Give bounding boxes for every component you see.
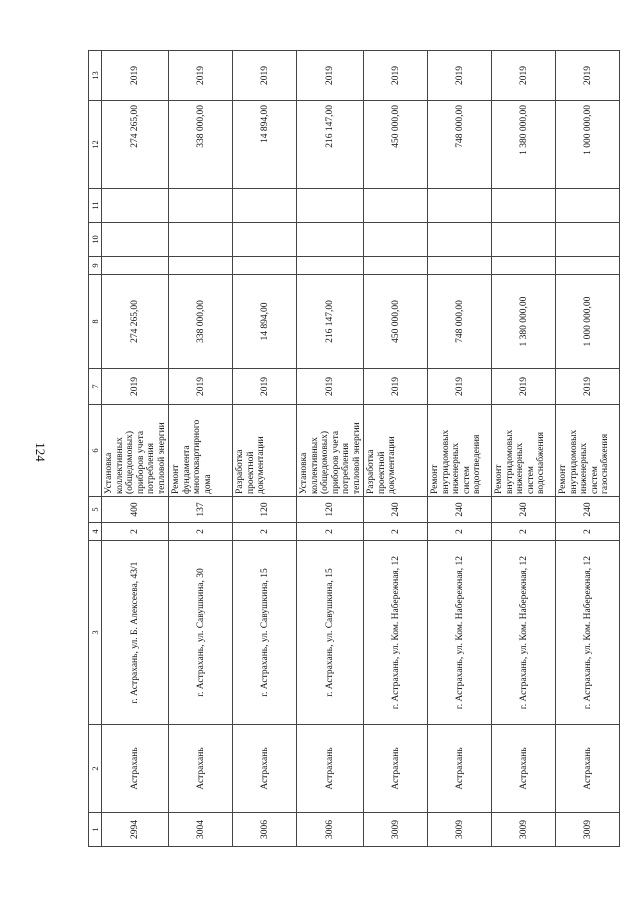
- table-cell-col-6: Ремонт внутридомовых инженерных систем водоотведения: [428, 405, 492, 497]
- table-cell-col-10: [169, 223, 233, 257]
- table-cell-col-3: г. Астрахань, ул. Ком. Набережная, 12: [364, 541, 428, 725]
- table-cell-col-5: 137: [169, 497, 233, 523]
- table-row: [556, 51, 620, 847]
- column-number-cell: 10: [89, 223, 102, 257]
- table-cell-col-12: 14 894,00: [233, 101, 297, 189]
- table-cell-col-10: [492, 223, 556, 257]
- table-cell-col-6: Установка коллективных (общедомовых) приборов учета потребления тепловой энергии: [102, 405, 169, 497]
- column-number-cell: 5: [89, 497, 102, 523]
- table-cell-col-6: Разработка проектной документации: [364, 405, 428, 497]
- table-cell-col-9: [233, 257, 297, 275]
- table-cell-col-7: 2019: [364, 369, 428, 405]
- table-cell-col-8: 450 000,00: [364, 275, 428, 369]
- table-cell-col-4: 2: [233, 523, 297, 541]
- table-cell-col-13: 2019: [364, 51, 428, 101]
- table-cell-col-8: 748 000,00: [428, 275, 492, 369]
- table-cell-col-5: 120: [233, 497, 297, 523]
- table-cell-col-2: Астрахань: [297, 725, 364, 813]
- table-cell-col-3: г. Астрахань, ул. Савушкина, 30: [169, 541, 233, 725]
- table-cell-col-12: 338 000,00: [169, 101, 233, 189]
- rotated-table-container: [88, 51, 610, 847]
- table-cell-col-9: [102, 257, 169, 275]
- table-cell-col-2: Астрахань: [364, 725, 428, 813]
- table-cell-col-6: Ремонт внутридомовых инженерных систем водоснабжения: [492, 405, 556, 497]
- table-cell-col-9: [492, 257, 556, 275]
- table-cell-col-12: 274 265,00: [102, 101, 169, 189]
- table-cell-col-10: [233, 223, 297, 257]
- table-cell-col-9: [169, 257, 233, 275]
- table-cell-col-11: [102, 189, 169, 223]
- table-cell-col-1: 3009: [428, 813, 492, 847]
- table-cell-col-8: 216 147,00: [297, 275, 364, 369]
- table-cell-col-2: Астрахань: [169, 725, 233, 813]
- table-cell-col-4: 2: [492, 523, 556, 541]
- table-cell-col-5: 240: [492, 497, 556, 523]
- table-cell-col-2: Астрахань: [102, 725, 169, 813]
- table-cell-col-11: [233, 189, 297, 223]
- column-number-cell: 13: [89, 51, 102, 101]
- table-cell-col-4: 2: [169, 523, 233, 541]
- table-cell-col-9: [428, 257, 492, 275]
- table-cell-col-1: 3006: [233, 813, 297, 847]
- table-cell-col-11: [556, 189, 620, 223]
- table-cell-col-12: 450 000,00: [364, 101, 428, 189]
- column-number-cell: 3: [89, 541, 102, 725]
- table-cell-col-5: 240: [364, 497, 428, 523]
- table-cell-col-6: Установка коллективных (общедомовых) приборов учета потребления тепловой энергии: [297, 405, 364, 497]
- table-cell-col-11: [169, 189, 233, 223]
- table-cell-col-3: г. Астрахань, ул. Ком. Набережная, 12: [492, 541, 556, 725]
- table-row: [428, 51, 492, 847]
- table-cell-col-13: 2019: [297, 51, 364, 101]
- table-cell-col-8: 338 000,00: [169, 275, 233, 369]
- table-cell-col-6: Ремонт внутридомовых инженерных систем газоснабжения: [556, 405, 620, 497]
- program-table: [88, 50, 620, 847]
- table-cell-col-3: г. Астрахань, ул. Ком. Набережная, 12: [556, 541, 620, 725]
- table-cell-col-10: [364, 223, 428, 257]
- table-cell-col-9: [297, 257, 364, 275]
- table-row: [169, 51, 233, 847]
- table-row: [492, 51, 556, 847]
- table-cell-col-4: 2: [556, 523, 620, 541]
- column-number-cell: 6: [89, 405, 102, 497]
- table-cell-col-4: 2: [297, 523, 364, 541]
- table-cell-col-1: 3009: [492, 813, 556, 847]
- column-number-row: [89, 51, 102, 847]
- table-cell-col-13: 2019: [169, 51, 233, 101]
- table-cell-col-13: 2019: [492, 51, 556, 101]
- table-cell-col-4: 2: [428, 523, 492, 541]
- table-row: [364, 51, 428, 847]
- table-cell-col-1: 3009: [364, 813, 428, 847]
- table-cell-col-13: 2019: [556, 51, 620, 101]
- table-cell-col-13: 2019: [233, 51, 297, 101]
- table-cell-col-11: [297, 189, 364, 223]
- table-cell-col-9: [364, 257, 428, 275]
- column-number-cell: 2: [89, 725, 102, 813]
- table-cell-col-10: [297, 223, 364, 257]
- table-cell-col-10: [556, 223, 620, 257]
- table-row: [297, 51, 364, 847]
- column-number-cell: 1: [89, 813, 102, 847]
- table-cell-col-1: 2994: [102, 813, 169, 847]
- table-cell-col-12: 1 380 000,00: [492, 101, 556, 189]
- table-cell-col-9: [556, 257, 620, 275]
- table-cell-col-1: 3009: [556, 813, 620, 847]
- table-cell-col-12: 216 147,00: [297, 101, 364, 189]
- table-cell-col-2: Астрахань: [556, 725, 620, 813]
- table-row: [102, 51, 169, 847]
- column-number-cell: 4: [89, 523, 102, 541]
- table-cell-col-7: 2019: [556, 369, 620, 405]
- table-cell-col-1: 3006: [297, 813, 364, 847]
- table-cell-col-3: г. Астрахань, ул. Б. Алексеева, 43/1: [102, 541, 169, 725]
- table-cell-col-5: 240: [428, 497, 492, 523]
- table-cell-col-7: 2019: [297, 369, 364, 405]
- table-cell-col-5: 400: [102, 497, 169, 523]
- page-number: 124: [33, 442, 48, 462]
- table-cell-col-13: 2019: [428, 51, 492, 101]
- column-number-cell: 9: [89, 257, 102, 275]
- table-cell-col-7: 2019: [492, 369, 556, 405]
- table-cell-col-10: [428, 223, 492, 257]
- table-cell-col-5: 240: [556, 497, 620, 523]
- table-cell-col-8: 274 265,00: [102, 275, 169, 369]
- table-cell-col-2: Астрахань: [233, 725, 297, 813]
- table-cell-col-3: г. Астрахань, ул. Савушкина, 15: [233, 541, 297, 725]
- table-cell-col-10: [102, 223, 169, 257]
- table-cell-col-2: Астрахань: [492, 725, 556, 813]
- table-cell-col-12: 1 000 000,00: [556, 101, 620, 189]
- table-cell-col-7: 2019: [102, 369, 169, 405]
- table-cell-col-8: 1 380 000,00: [492, 275, 556, 369]
- table-cell-col-12: 748 000,00: [428, 101, 492, 189]
- table-cell-col-11: [492, 189, 556, 223]
- table-cell-col-8: 14 894,00: [233, 275, 297, 369]
- table-cell-col-4: 2: [102, 523, 169, 541]
- table-cell-col-1: 3004: [169, 813, 233, 847]
- table-cell-col-7: 2019: [169, 369, 233, 405]
- column-number-cell: 11: [89, 189, 102, 223]
- column-number-cell: 7: [89, 369, 102, 405]
- table-cell-col-4: 2: [364, 523, 428, 541]
- table-cell-col-13: 2019: [102, 51, 169, 101]
- table-cell-col-11: [428, 189, 492, 223]
- table-cell-col-3: г. Астрахань, ул. Ком. Набережная, 12: [428, 541, 492, 725]
- table-cell-col-3: г. Астрахань, ул. Савушкина, 15: [297, 541, 364, 725]
- table-cell-col-6: Разработка проектной документации: [233, 405, 297, 497]
- table-cell-col-7: 2019: [233, 369, 297, 405]
- table-cell-col-11: [364, 189, 428, 223]
- table-cell-col-2: Астрахань: [428, 725, 492, 813]
- table-cell-col-6: Ремонт фундамента многоквартирного дома: [169, 405, 233, 497]
- column-number-cell: 8: [89, 275, 102, 369]
- table-cell-col-8: 1 000 000,00: [556, 275, 620, 369]
- table-cell-col-5: 120: [297, 497, 364, 523]
- table-row: [233, 51, 297, 847]
- column-number-cell: 12: [89, 101, 102, 189]
- table-cell-col-7: 2019: [428, 369, 492, 405]
